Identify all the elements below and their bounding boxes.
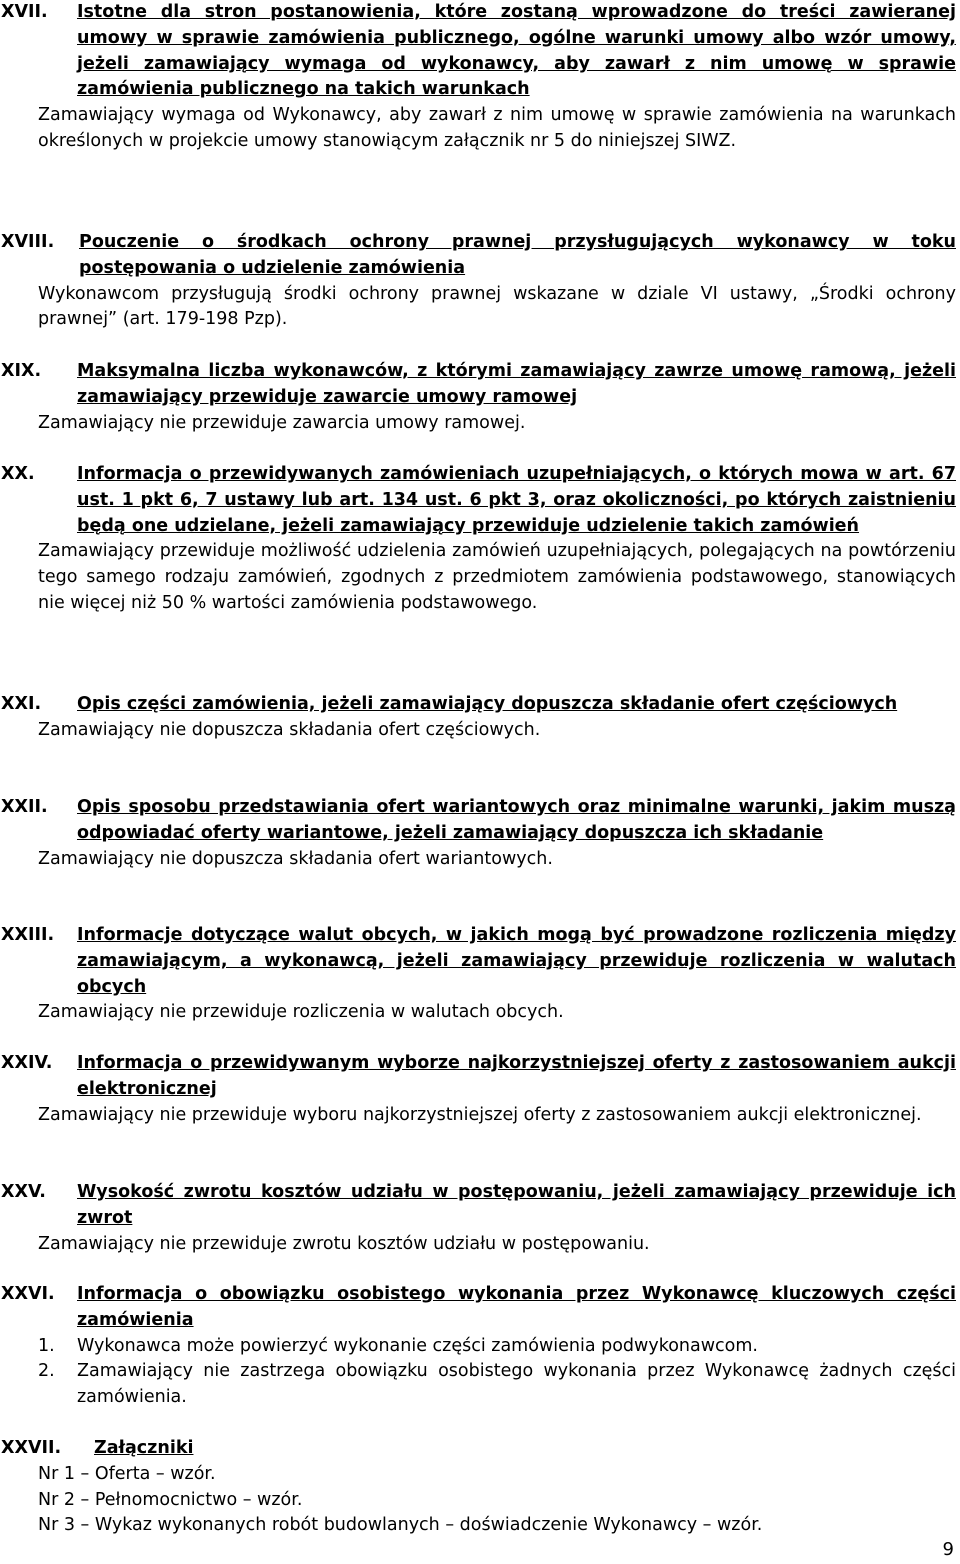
section-heading: Wysokość zwrotu kosztów udziału w postępowaniu, jeżeli zamawiający przewiduje ich zwrot	[77, 1182, 956, 1228]
section-heading: Opis części zamówienia, jeżeli zamawiający dopuszcza składanie ofert częściowych	[77, 694, 898, 714]
section-heading: Załączniki	[94, 1438, 194, 1458]
section-xxiii	[0, 923, 960, 1026]
section-number: XXV.	[1, 1182, 46, 1202]
list-item	[38, 1334, 956, 1360]
section-body: Zamawiający nie przewiduje wyboru najkorzystniejszej oferty z zastosowaniem aukcji elektronicznej.	[38, 1104, 922, 1125]
section-heading: Opis sposobu przedstawiania ofert wariantowych oraz minimalne warunki, jakim muszą odpowiadać oferty wariantowe, jeżeli zamawiający dopuszcza ich składanie	[77, 797, 956, 843]
section-xx	[0, 462, 960, 617]
section-number: XIX.	[1, 361, 42, 381]
section-heading: Informacja o przewidywanym wyborze najkorzystniejszej oferty z zastosowaniem aukcji elektronicznej	[77, 1053, 956, 1099]
section-body: Zamawiający wymaga od Wykonawcy, aby zawarł z nim umowę w sprawie zamówienia na warunkach określonych w projekcie umowy stanowiącym załącznik nr 5 do niniejszej SIWZ.	[38, 105, 956, 151]
section-number: XVIII.	[1, 232, 55, 252]
section-body: Zamawiający przewiduje możliwość udzielenia zamówień uzupełniających, polegających na powtórzeniu tego samego rodzaju zamówień, zgodnych z przedmiotem zamówienia podstawowego, stanowiących nie więcej niż 50 % wartości zamówienia podstawowego.	[38, 541, 956, 613]
section-number: XXI.	[1, 694, 42, 714]
section-xxv	[0, 1180, 960, 1257]
section-heading: Pouczenie o środkach ochrony prawnej przysługujących wykonawcy w toku postępowania o udzielenie zamówienia	[79, 232, 956, 278]
section-number: XX.	[1, 464, 35, 484]
section-body: Zamawiający nie dopuszcza składania ofert wariantowych.	[38, 848, 553, 869]
section-heading: Informacja o przewidywanych zamówieniach uzupełniających, o których mowa w art. 67 ust. 1 pkt 6, 7 ustawy lub art. 134 ust. 6 pkt 3, oraz okoliczności, po których zaistnieniu będą one udzielane, jeżeli zamawiający przewiduje udzielenie takich zamówień	[77, 464, 956, 536]
section-xxii	[0, 795, 960, 872]
section-xxvi	[0, 1282, 960, 1411]
section-body: Wykonawcom przysługują środki ochrony prawnej wskazane w dziale VI ustawy, „Środki ochrony prawnej” (art. 179-198 Pzp).	[38, 283, 956, 330]
section-xviii	[0, 230, 960, 333]
section-number: XXIII.	[1, 925, 55, 945]
section-xix	[0, 359, 960, 436]
section-number: XXII.	[1, 797, 48, 817]
section-xxiv	[0, 1051, 960, 1128]
section-body: Zamawiający nie dopuszcza składania ofert częściowych.	[38, 719, 541, 740]
attachment-item: Nr 3 – Wykaz wykonanych robót budowlanych – doświadczenie Wykonawcy – wzór.	[38, 1515, 763, 1536]
page-number: 9	[942, 1539, 954, 1560]
list-item-text: Wykonawca może powierzyć wykonanie części zamówienia podwykonawcom.	[77, 1335, 758, 1356]
list-item-text: Zamawiający nie zastrzega obowiązku osobistego wykonania przez Wykonawcę żadnych części zamówienia.	[77, 1361, 956, 1408]
section-xxi	[0, 692, 960, 744]
section-number: XXIV.	[1, 1053, 53, 1073]
list-item-number: 1.	[38, 1335, 55, 1356]
section-heading: Istotne dla stron postanowienia, które zostaną wprowadzone do treści zawieranej umowy w sprawie zamówienia publicznego, ogólne warunki umowy albo wzór umowy, jeżeli zamawiający wymaga od wykonawcy, aby zawarł z nim umowę w sprawie zamówienia publicznego na takich warunkach	[77, 2, 956, 100]
section-number: XVII.	[1, 2, 48, 22]
section-body: Zamawiający nie przewiduje rozliczenia w walutach obcych.	[38, 1002, 564, 1023]
list-item	[38, 1359, 956, 1411]
section-heading: Informacje dotyczące walut obcych, w jakich mogą być prowadzone rozliczenia między zamawiającym, a wykonawcą, jeżeli zamawiający przewiduje rozliczenia w walutach obcych	[77, 925, 956, 997]
section-body: Zamawiający nie przewiduje zwrotu kosztów udziału w postępowaniu.	[38, 1233, 650, 1254]
section-body: Zamawiający nie przewiduje zawarcia umowy ramowej.	[38, 412, 526, 433]
section-heading: Informacja o obowiązku osobistego wykonania przez Wykonawcę kluczowych części zamówienia	[77, 1284, 956, 1330]
section-number: XXVII.	[1, 1438, 62, 1458]
section-xxvii	[0, 1436, 960, 1539]
list-item-number: 2.	[38, 1361, 55, 1382]
section-xvii	[0, 0, 960, 155]
section-heading: Maksymalna liczba wykonawców, z którymi zamawiający zawrze umowę ramową, jeżeli zamawiający przewiduje zawarcie umowy ramowej	[77, 361, 956, 407]
section-number: XXVI.	[1, 1284, 55, 1304]
attachment-item: Nr 2 – Pełnomocnictwo – wzór.	[38, 1489, 303, 1510]
attachment-item: Nr 1 – Oferta – wzór.	[38, 1463, 216, 1484]
